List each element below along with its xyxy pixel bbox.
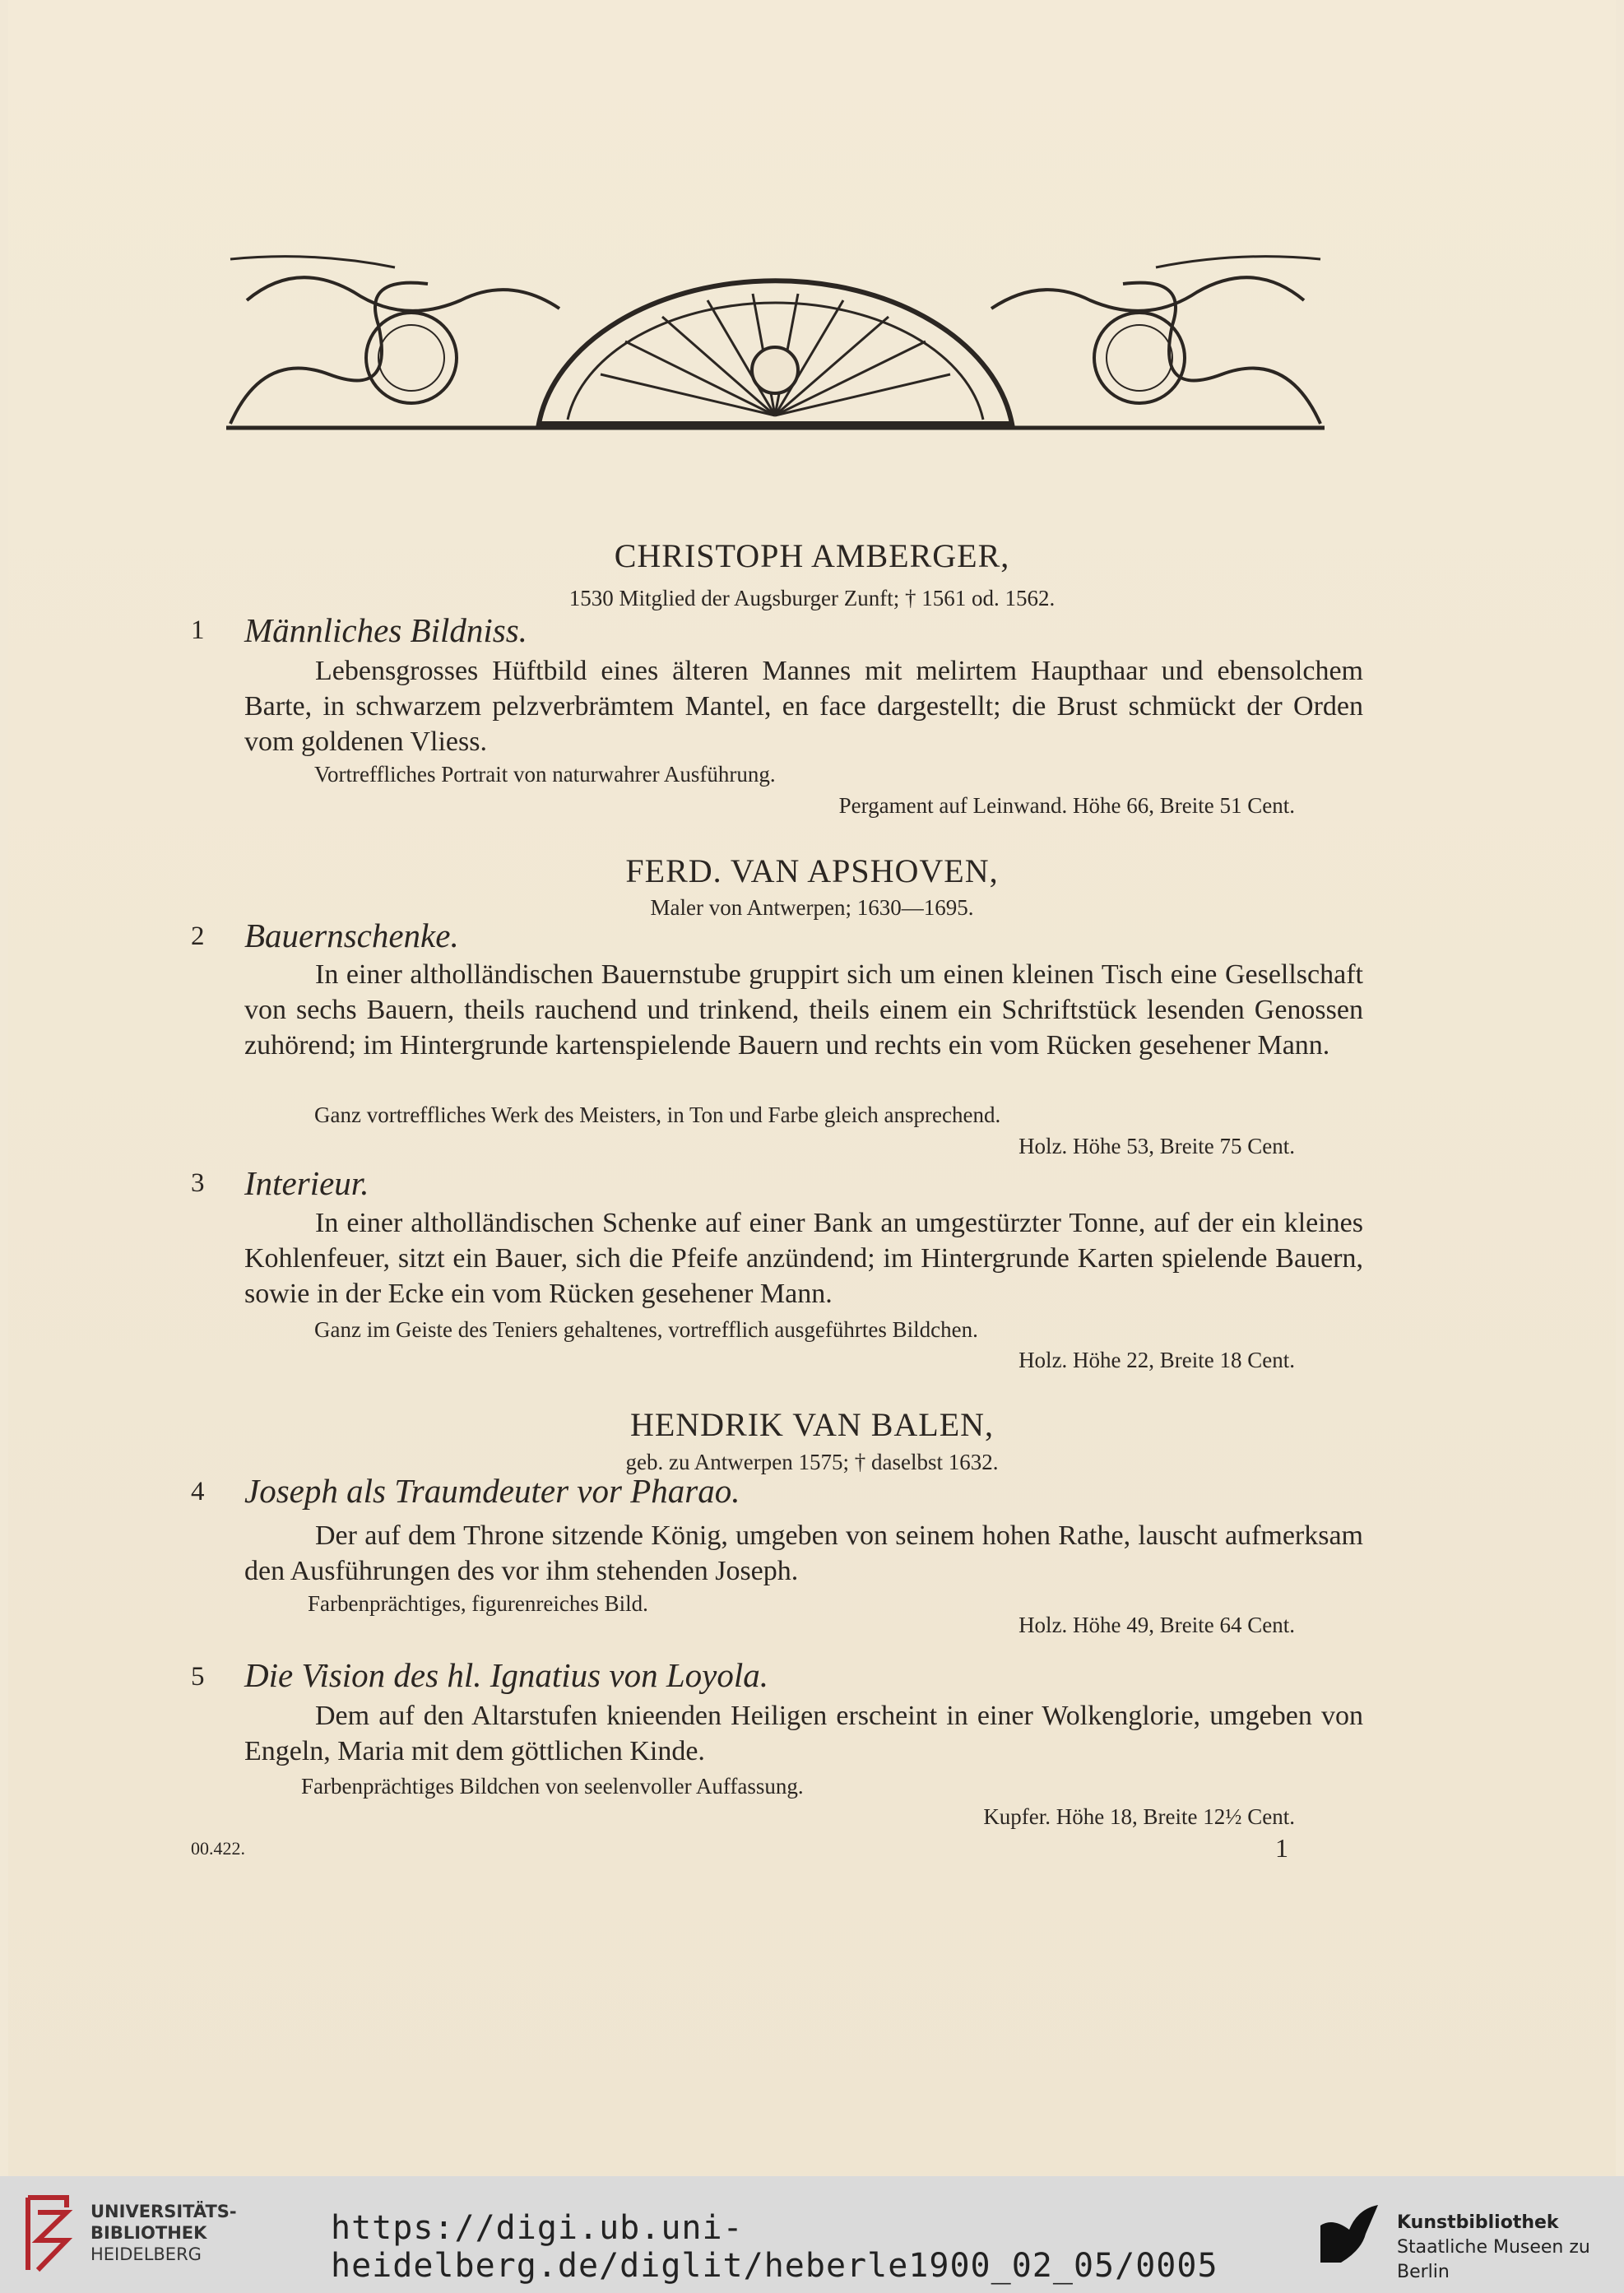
work-description: Der auf dem Throne sitzende König, umgeben von seinem hohen Rathe, lauscht aufmerksam den Ausführungen des vor ihm stehenden Joseph.	[244, 1520, 1363, 1586]
work-description: In einer altholländischen Bauernstube gruppirt sich um einen kleinen Tisch eine Gesellschaft von sechs Bauern, theils rauchend und trinkend, theils einem ein Schriftstück lesenden Genossen zuhörend; im Hintergrunde kartenspielende Bauern und rechts ein vom Rücken gesehener Mann.	[244, 959, 1363, 1061]
work-medium: Pergament auf Leinwand. Höhe 66, Breite 51 Cent.	[838, 793, 1295, 818]
ornamental-headpiece	[214, 251, 1337, 436]
printer-signature: 00.422.	[191, 1838, 245, 1859]
work-medium: Holz. Höhe 49, Breite 64 Cent.	[1018, 1613, 1295, 1637]
work-medium: Holz. Höhe 53, Breite 75 Cent.	[1018, 1134, 1295, 1158]
lot-number: 5	[191, 1662, 205, 1692]
artist-name: CHRISTOPH AMBERGER,	[614, 537, 1010, 574]
work-title: Joseph als Traumdeuter vor Pharao.	[244, 1472, 740, 1510]
lot-number: 1	[191, 615, 205, 645]
work-note: Ganz vortreffliches Werk des Meisters, in Ton und Farbe gleich ansprechend.	[314, 1102, 1001, 1127]
work-title: Männliches Bildniss.	[244, 611, 527, 649]
page-number: 1	[1275, 1833, 1288, 1863]
artist-name: HENDRIK VAN BALEN,	[629, 1406, 995, 1443]
university-name: UNIVERSITÄTS- BIBLIOTHEK HEIDELBERG	[90, 2202, 237, 2264]
page-url-link[interactable]: https://digi.ub.uni-heidelberg.de/diglit/heberle1900_02_05/0005	[331, 2209, 1218, 2285]
lot-number: 2	[191, 921, 205, 951]
work-description: Lebensgrosses Hüftbild eines älteren Mannes mit melirtem Haupthaar und ebensolchem Barte, in schwarzem pelzverbrämtem Mantel, en face dargestellt; die Brust schmückt der Orden vom goldenen Vliess.	[244, 656, 1363, 757]
work-note: Vortreffliches Portrait von naturwahrer Ausführung.	[314, 762, 776, 787]
lot-number: 3	[191, 1168, 205, 1198]
document-page	[8, 0, 1616, 2176]
work-medium: Holz. Höhe 22, Breite 18 Cent.	[1018, 1348, 1295, 1372]
kunstbibliothek-logo-icon	[1316, 2201, 1382, 2271]
artist-dates: 1530 Mitglied der Augsburger Zunft; † 1561 od. 1562.	[568, 586, 1056, 610]
work-description: Dem auf den Altarstufen knieenden Heiligen erscheint in einer Wolkenglorie, umgeben von Engeln, Maria mit dem göttlichen Kinde.	[244, 1701, 1363, 1766]
kunstbibliothek-label: Kunstbibliothek Staatliche Museen zu Berlin	[1397, 2212, 1590, 2282]
viewer-footer	[0, 2176, 1624, 2293]
university-logo-icon	[21, 2191, 79, 2277]
work-medium: Kupfer. Höhe 18, Breite 12½ Cent.	[983, 1804, 1295, 1829]
work-description: In einer altholländischen Schenke auf einer Bank an umgestürzter Tonne, auf der ein kleines Kohlenfeuer, sitzt ein Bauer, sich die Pfeife anzündend; im Hintergrunde Karten spielende Bauern, sowie in der Ecke ein vom Rücken gesehener Mann.	[244, 1208, 1363, 1309]
work-note: Ganz im Geiste des Teniers gehaltenes, vortrefflich ausgeführtes Bildchen.	[314, 1317, 978, 1342]
work-title: Die Vision des hl. Ignatius von Loyola.	[244, 1656, 768, 1694]
work-note: Farbenprächtiges, figurenreiches Bild.	[308, 1591, 648, 1616]
artist-dates: geb. zu Antwerpen 1575; † daselbst 1632.	[625, 1450, 999, 1474]
work-note: Farbenprächtiges Bildchen von seelenvoller Auffassung.	[301, 1774, 804, 1799]
work-title: Bauernschenke.	[244, 917, 459, 954]
artist-dates: Maler von Antwerpen; 1630—1695.	[650, 895, 974, 920]
work-title: Interieur.	[244, 1164, 369, 1202]
artist-name: FERD. VAN APSHOVEN,	[625, 852, 999, 889]
lot-number: 4	[191, 1477, 205, 1506]
